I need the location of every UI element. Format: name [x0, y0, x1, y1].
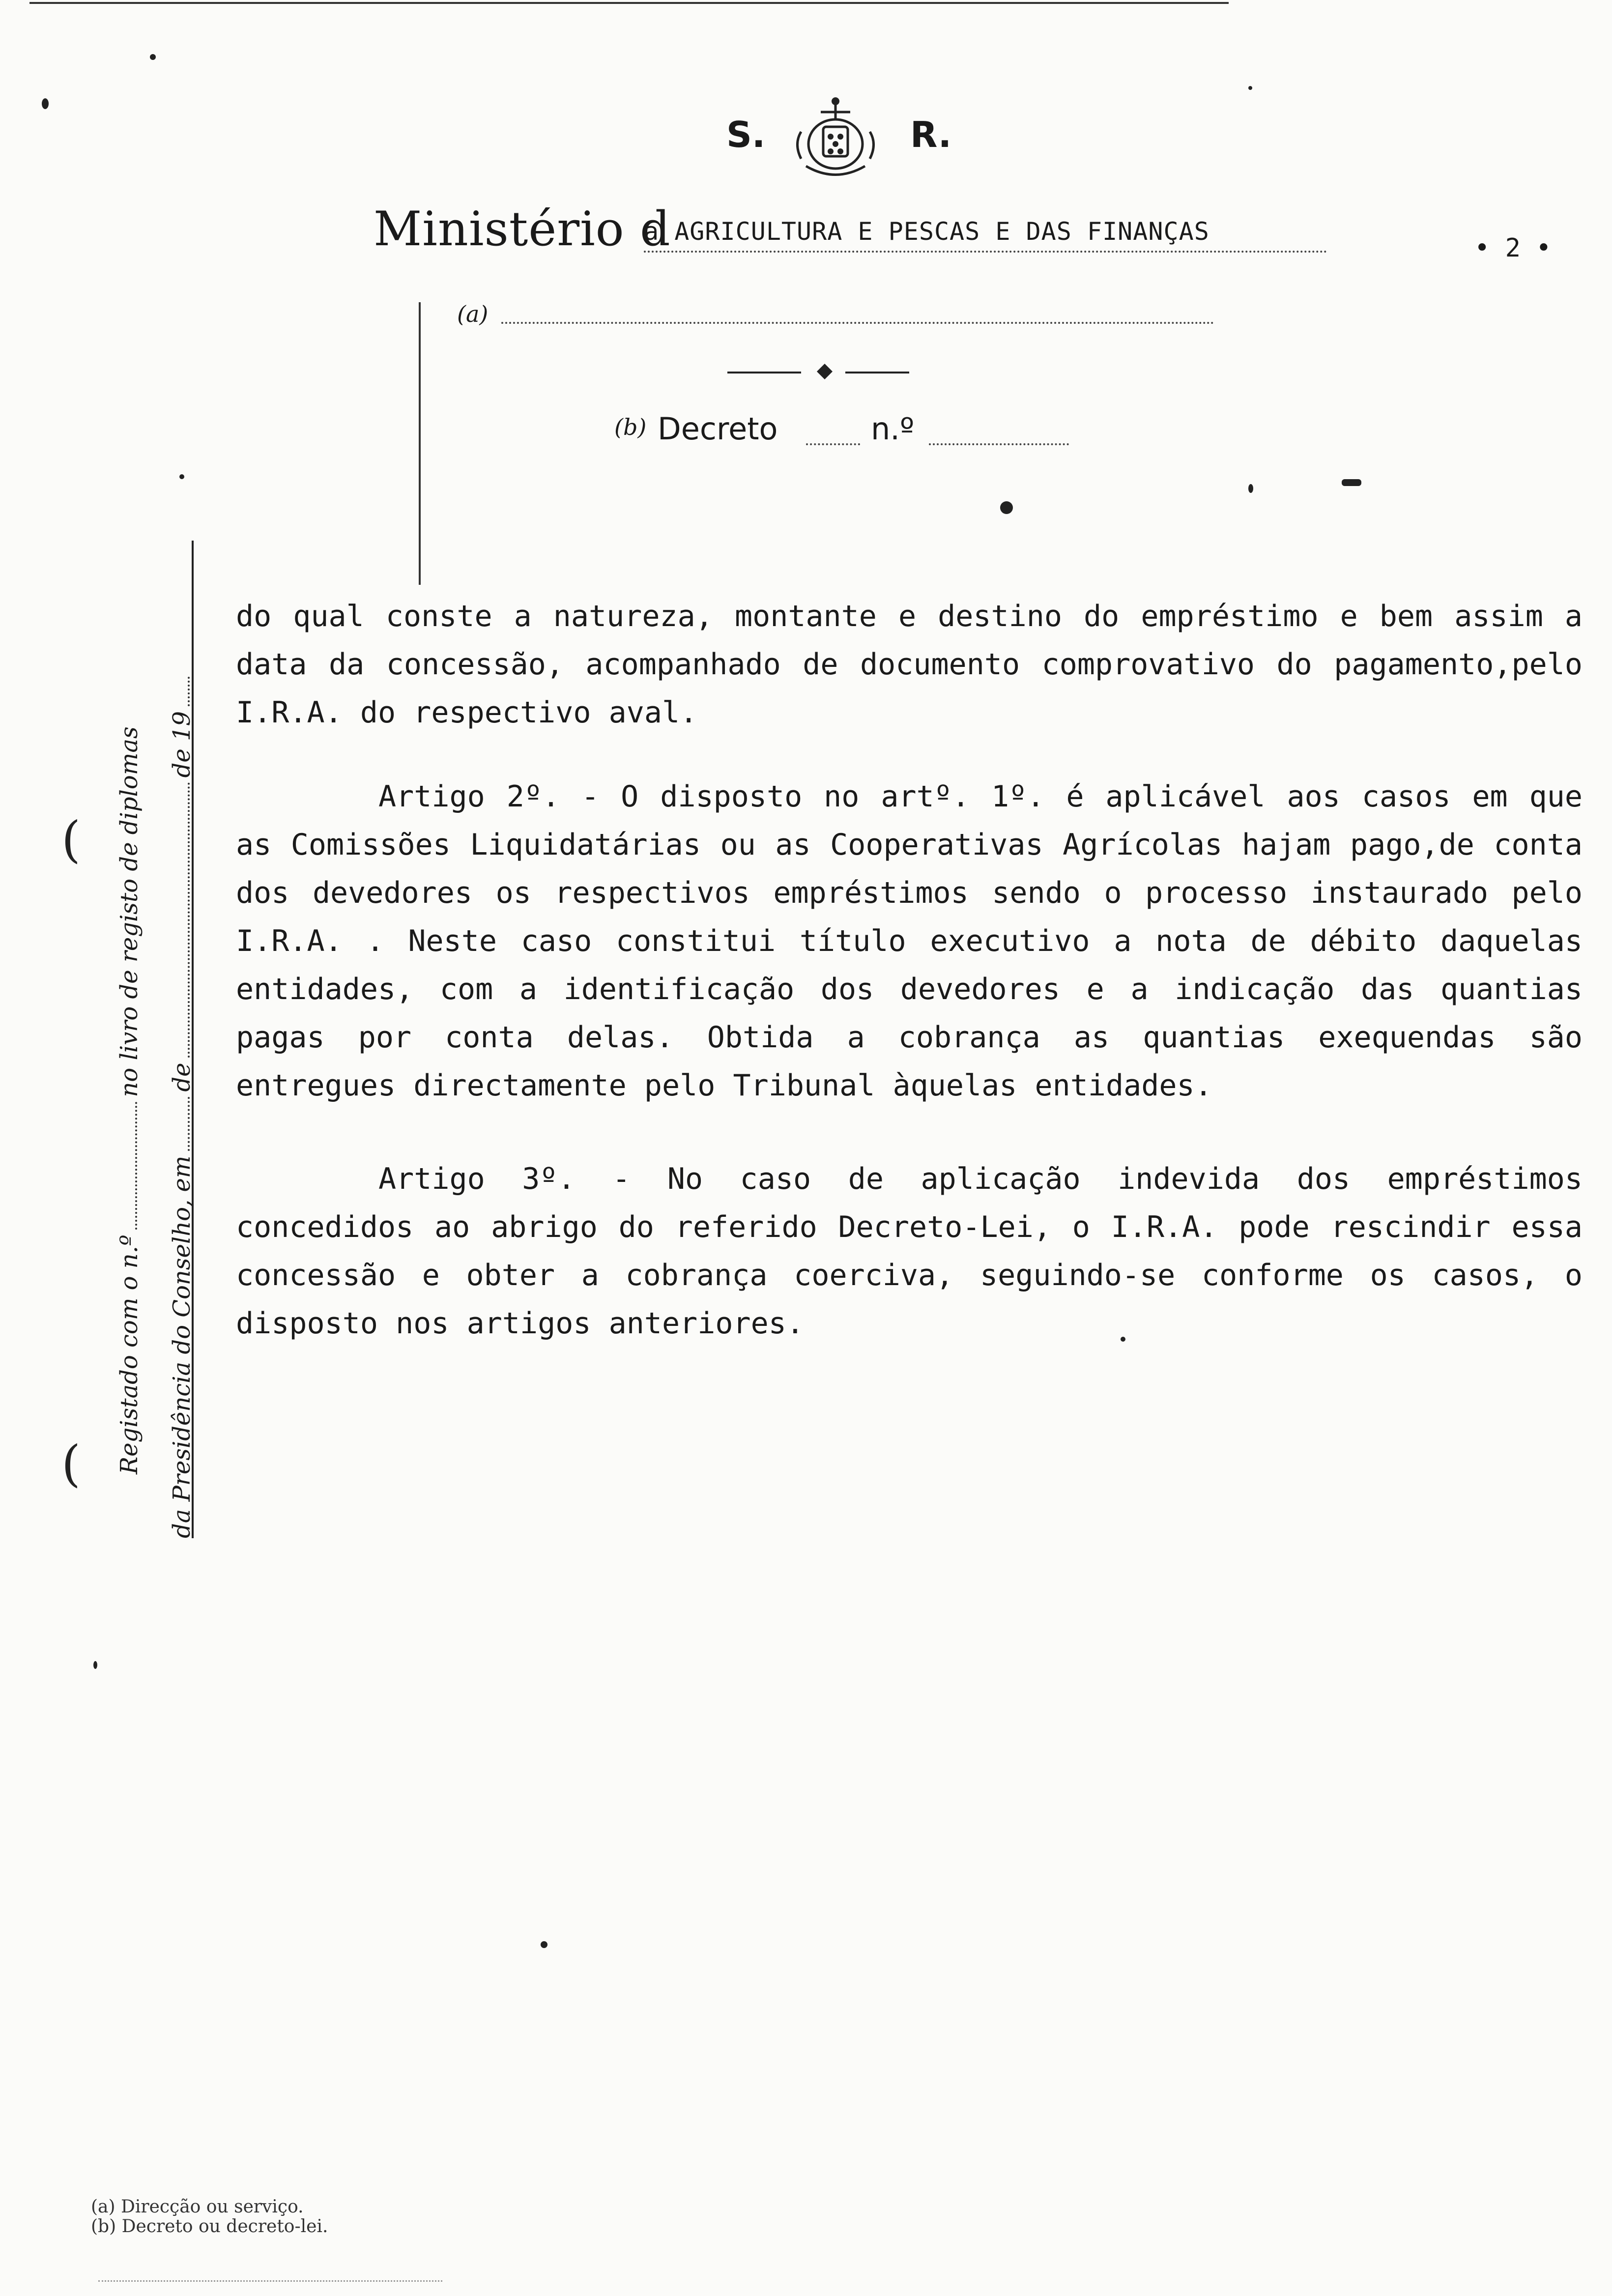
scan-speck	[1000, 501, 1013, 514]
margin-bracket-bottom: (	[61, 1435, 81, 1492]
decreto-label: Decreto	[658, 411, 778, 447]
ministry-dotted-line	[644, 251, 1327, 253]
field-a-dotted-line	[501, 322, 1214, 324]
top-rule	[29, 2, 1229, 4]
diamond-ornament-icon	[816, 363, 834, 380]
header-letter-r: R.	[910, 114, 952, 155]
decreto-number-dotted-line	[929, 443, 1069, 445]
field-a-marker: (a)	[457, 301, 489, 327]
margin-line1-blank	[135, 1102, 137, 1230]
coat-of-arms-emblem	[786, 92, 885, 186]
ministry-label: Ministério d	[374, 201, 671, 257]
margin-line2-end: de 19	[168, 711, 196, 778]
page-number: • 2 •	[1474, 233, 1552, 263]
margin-line2-blank-b	[188, 782, 190, 1058]
scan-speck	[541, 1941, 547, 1948]
footnote-a: (a) Direcção ou serviço.	[91, 2197, 304, 2217]
scan-speck	[1121, 1337, 1125, 1342]
margin-presidency-note	[168, 672, 196, 1538]
header-letter-s: S.	[726, 114, 766, 155]
margin-line2-mid: de	[168, 1062, 196, 1092]
margin-line1-start: Registado com o n.º	[115, 1234, 143, 1474]
body-paragraph-artigo-2: Artigo 2º. - O disposto no artº. 1º. é aplicável aos casos em que as Comissões Liquidatárias ou as Cooperativas Agrícolas hajam pago,de conta dos devedores os respectivos empréstimos sendo o processo instaurado pelo I.R.A. . Neste caso constitui título executivo a nota de débito daquelas entidades, com a identificação dos devedores e a indicação das quantias pagas por conta delas. Obtida a cobrança as quantias exequendas são entregues directamente pelo Tribunal àquelas entidades.	[236, 779, 1583, 1103]
divider-line-left	[727, 372, 801, 373]
scan-speck	[93, 1661, 97, 1669]
margin-line2-blank-c	[188, 677, 190, 706]
divider-line-right	[845, 372, 909, 373]
body-paragraph-continuation: do qual conste a natureza, montante e destino do empréstimo e bem assim a data da concessão, acompanhado de documento comprovativo do pagamento,pelo I.R.A. do respectivo aval.	[236, 599, 1583, 730]
decreto-number-label: n.º	[871, 411, 915, 447]
margin-line2-start: da Presidência do Conselho, em	[168, 1155, 196, 1538]
scan-speck	[1342, 479, 1361, 486]
field-b-marker: (b)	[614, 414, 647, 440]
ministry-name: a AGRICULTURA E PESCAS E DAS FINANÇAS	[644, 217, 1209, 246]
scan-speck	[1248, 484, 1253, 493]
scan-speck	[42, 98, 49, 109]
printer-imprint-line	[98, 2280, 442, 2282]
scan-speck	[179, 474, 184, 479]
body-paragraph-artigo-3: Artigo 3º. - No caso de aplicação indevida dos empréstimos concedidos ao abrigo do referido Decreto-Lei, o I.R.A. pode rescindir essa concessão e obter a cobrança coerciva, seguindo-se conforme os casos, o disposto nos artigos anteriores.	[236, 1162, 1583, 1341]
scan-speck	[1248, 86, 1252, 90]
margin-bracket-top: (	[61, 811, 81, 868]
footnote-b: (b) Decreto ou decreto-lei.	[91, 2216, 328, 2237]
decreto-type-dotted-line	[806, 443, 860, 445]
vertical-rule-header	[419, 302, 421, 585]
margin-line2-blank-a	[188, 1097, 190, 1151]
margin-line1-end: no livro de registo de diplomas	[115, 726, 143, 1097]
scan-speck	[150, 54, 156, 60]
margin-registration-note	[115, 726, 143, 1474]
